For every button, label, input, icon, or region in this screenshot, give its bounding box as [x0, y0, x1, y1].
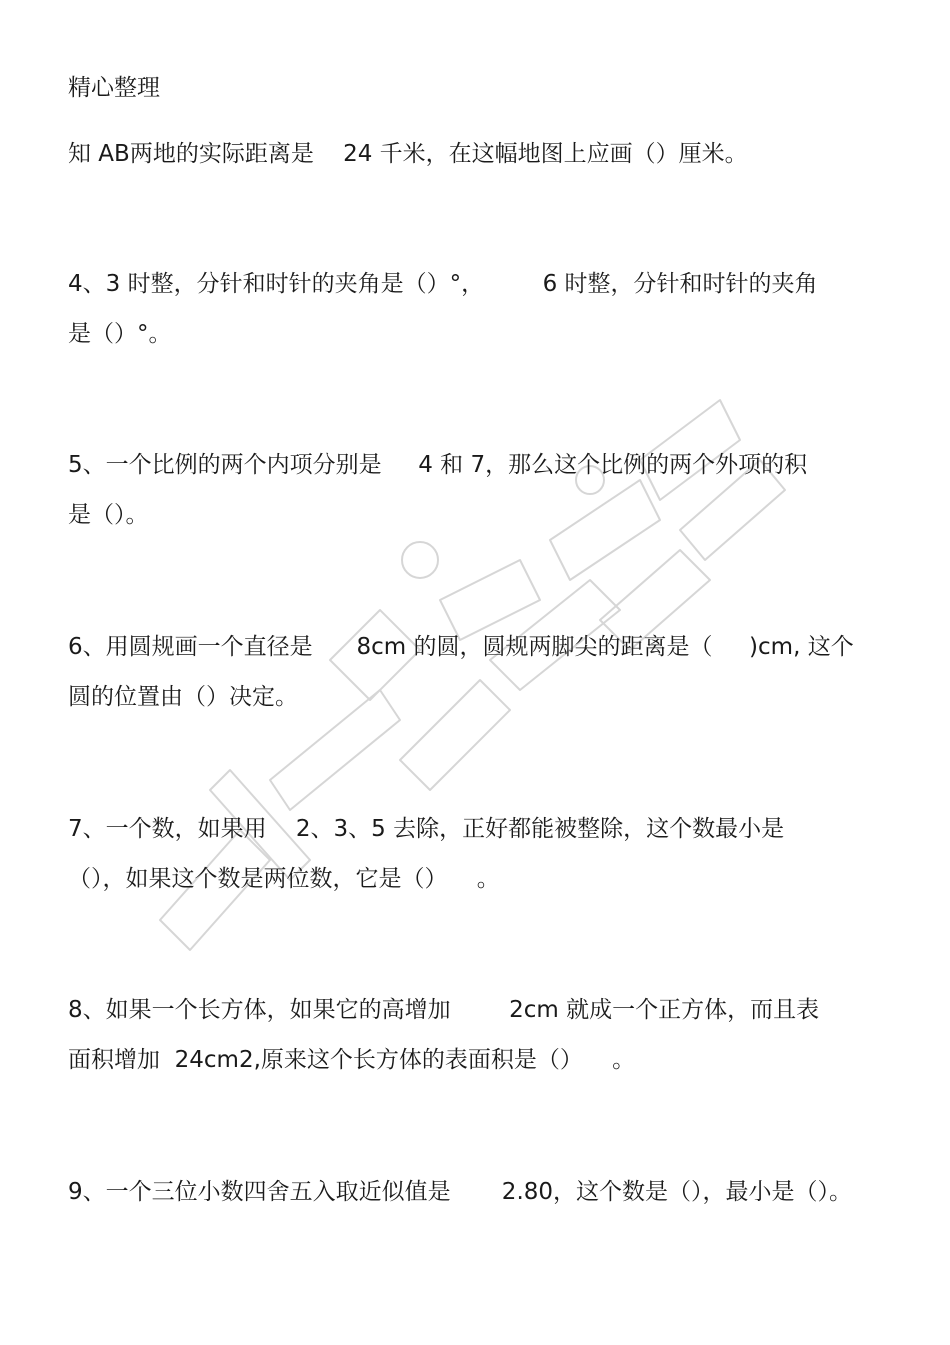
- question-6-line-1: 6、用圆规画一个直径是 8cm 的圆，圆规两脚尖的距离是（ )cm, 这个: [68, 634, 854, 660]
- question-8-line-1: 8、如果一个长方体，如果它的高增加 2cm 就成一个正方体，而且表: [68, 997, 820, 1023]
- question-6-line-2: 圆的位置由（）决定。: [68, 684, 298, 710]
- question-3-line-1: 知 AB两地的实际距离是 24 千米，在这幅地图上应画（）厘米。: [68, 141, 748, 167]
- question-7-line-1: 7、一个数，如果用 2、3、5 去除，正好都能被整除，这个数最小是: [68, 816, 785, 842]
- question-5-line-1: 5、一个比例的两个内项分别是 4 和 7，那么这个比例的两个外项的积: [68, 452, 808, 478]
- question-5-line-2: 是（）。: [68, 502, 149, 528]
- question-4-line-2: 是（）°。: [68, 321, 172, 347]
- question-9-line-1: 9、一个三位小数四舍五入取近似值是 2.80，这个数是（），最小是（）。: [68, 1179, 853, 1205]
- page-header: 精心整理: [68, 75, 160, 101]
- question-4-line-1: 4、3 时整，分针和时针的夹角是（）°， 6 时整，分针和时针的夹角: [68, 271, 818, 297]
- question-7-line-2: （），如果这个数是两位数，它是（） 。: [68, 866, 500, 892]
- question-8-line-2: 面积增加 24cm2,原来这个长方体的表面积是（） 。: [68, 1047, 636, 1073]
